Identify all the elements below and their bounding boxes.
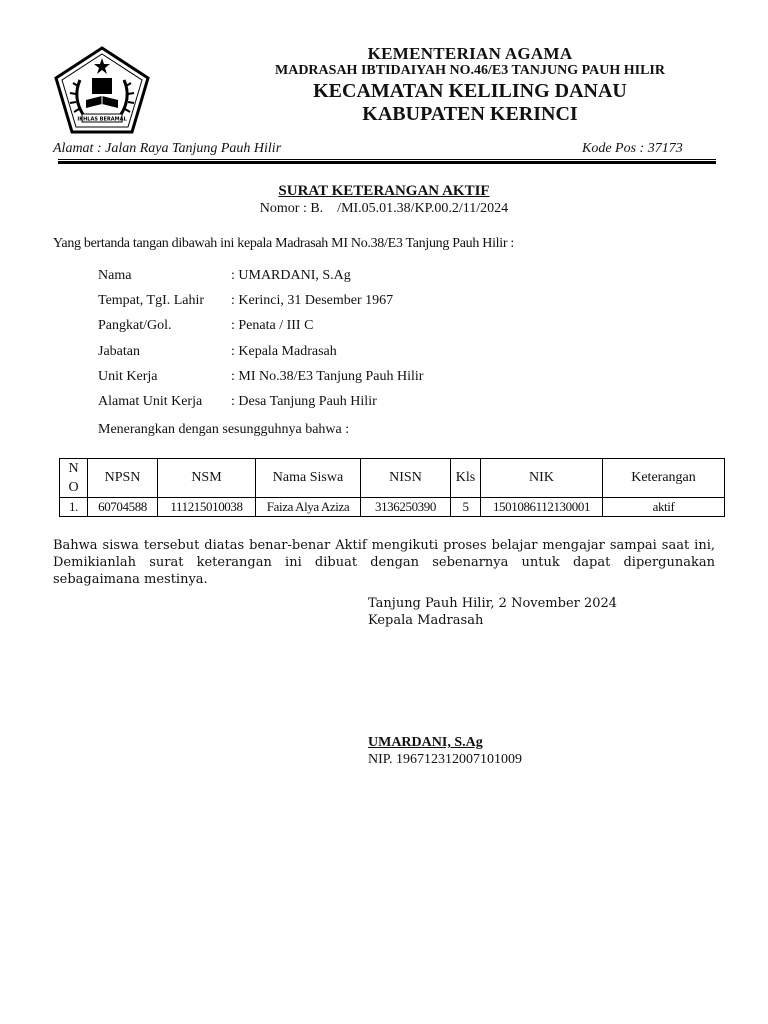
postal-code-text: Kode Pos : 37173 xyxy=(582,141,683,156)
field-value-unit-address: : Desa Tanjung Pauh Hilir xyxy=(231,394,377,409)
column-header-nsm: NSM xyxy=(158,459,256,498)
header-divider-thin xyxy=(58,159,716,160)
closing-paragraph xyxy=(53,537,715,588)
field-value-unit: : MI No.38/E3 Tanjung Pauh Hilir xyxy=(231,369,424,384)
closing-line-2: Demikianlah surat keterangan ini dibuat dengan sebenarnya untuk dapat dipergunakan sebagaimana mestinya. xyxy=(53,555,715,587)
column-header-student-name: Nama Siswa xyxy=(256,459,361,498)
column-header-npsn: NPSN xyxy=(88,459,158,498)
declaration-text: Menerangkan dengan sesungguhnya bahwa : xyxy=(98,422,350,437)
address-text: Alamat : Jalan Raya Tanjung Pauh Hilir xyxy=(53,141,282,156)
cell-class: 5 xyxy=(451,498,481,517)
field-label-unit-address: Alamat Unit Kerja xyxy=(98,394,203,409)
school-heading: MADRASAH IBTIDAIYAH NO.46/E3 TANJUNG PAUH HILIR xyxy=(275,63,665,78)
signer-name: UMARDANI, S.Ag xyxy=(368,735,483,750)
table-header-row xyxy=(60,459,725,498)
cell-nik: 1501086112130001 xyxy=(481,498,603,517)
ministry-emblem-logo xyxy=(54,46,150,134)
column-header-no: N O xyxy=(60,459,88,498)
signer-role: Kepala Madrasah xyxy=(368,613,484,628)
place-date: Tanjung Pauh Hilir, 2 November 2024 xyxy=(368,596,618,611)
field-value-birth: : Kerinci, 31 Desember 1967 xyxy=(231,293,394,308)
field-value-name: : UMARDANI, S.Ag xyxy=(231,268,351,283)
cell-student-name: Faiza Alya Aziza xyxy=(256,498,361,517)
letter-title: SURAT KETERANGAN AKTIF xyxy=(278,183,490,199)
intro-text: Yang bertanda tangan dibawah ini kepala Madrasah MI No.38/E3 Tanjung Pauh Hilir : xyxy=(53,236,514,251)
header-divider-thick xyxy=(58,161,716,164)
field-label-birth: Tempat, TgI. Lahir xyxy=(98,293,205,308)
field-label-rank: Pangkat/Gol. xyxy=(98,318,172,333)
column-header-nik: NIK xyxy=(481,459,603,498)
signer-nip: NIP. 196712312007101009 xyxy=(368,752,523,767)
closing-line-1: Bahwa siswa tersebut diatas benar-benar Aktif mengikuti proses belajar mengajar sampai saat ini, xyxy=(53,538,715,553)
student-table xyxy=(59,458,725,517)
regency-heading: KABUPATEN KERINCI xyxy=(362,103,578,125)
column-header-class: Kls xyxy=(451,459,481,498)
field-value-rank: : Penata / III C xyxy=(231,318,314,333)
cell-npsn: 60704588 xyxy=(88,498,158,517)
field-label-unit: Unit Kerja xyxy=(98,369,158,384)
logo-motto-text: IKHLAS BERAMAL xyxy=(77,116,127,123)
letter-number: Nomor : B. /MI.05.01.38/KP.00.2/11/2024 xyxy=(259,201,509,216)
cell-nisn: 3136250390 xyxy=(361,498,451,517)
cell-nsm: 111215010038 xyxy=(158,498,256,517)
column-header-remark: Keterangan xyxy=(603,459,725,498)
column-header-nisn: NISN xyxy=(361,459,451,498)
field-label-name: Nama xyxy=(98,268,132,283)
field-label-position: Jabatan xyxy=(98,344,140,359)
district-heading: KECAMATAN KELILING DANAU xyxy=(313,80,627,102)
table-row xyxy=(60,498,725,517)
ministry-heading: KEMENTERIAN AGAMA xyxy=(367,44,573,63)
field-value-position: : Kepala Madrasah xyxy=(231,344,337,359)
cell-no: 1. xyxy=(60,498,88,517)
cell-remark: aktif xyxy=(603,498,725,517)
